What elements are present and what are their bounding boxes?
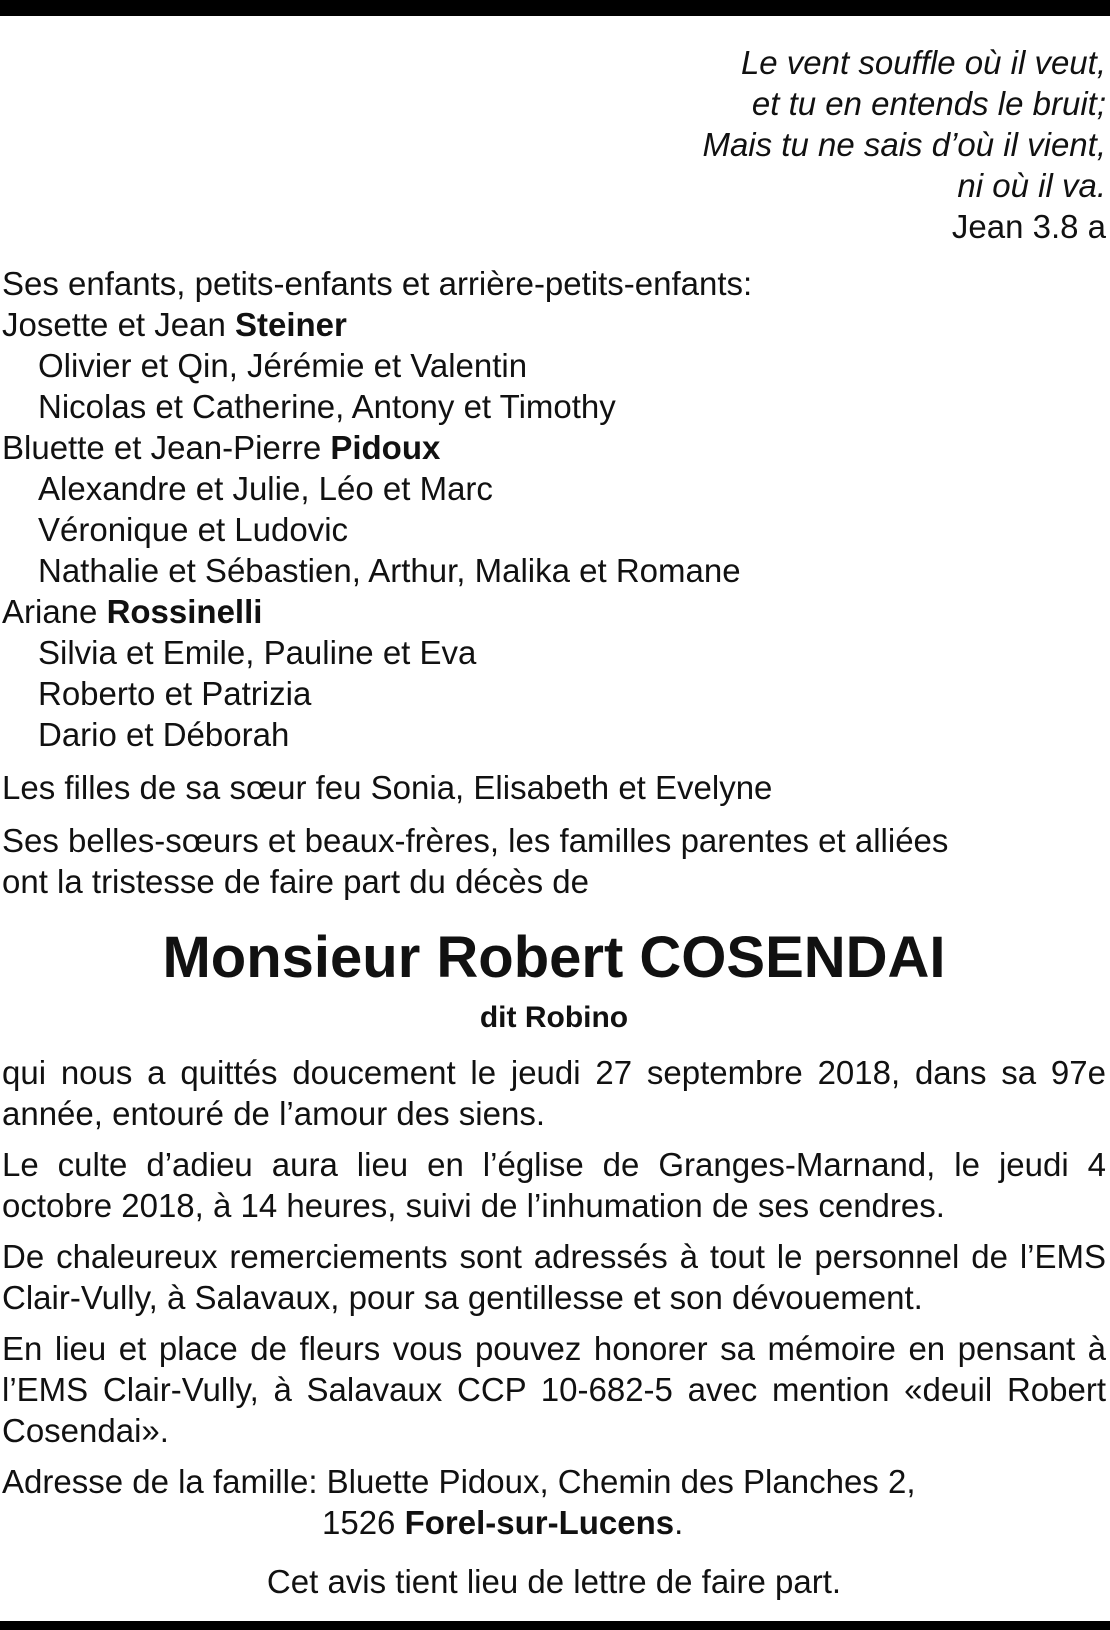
- quote-line: et tu en entends le bruit;: [751, 85, 1106, 122]
- family-member: Olivier et Qin, Jérémie et Valentin: [38, 347, 528, 384]
- inlaws-line: ont la tristesse de faire part du décès de: [2, 863, 590, 900]
- family-head: [2, 591, 1106, 632]
- family-member: Dario et Déborah: [38, 716, 290, 753]
- family-head-prefix: Josette et Jean: [2, 306, 235, 343]
- family-head-prefix: Bluette et Jean-Pierre: [2, 429, 331, 466]
- family-member: Roberto et Patrizia: [38, 675, 312, 712]
- flowers-paragraph: En lieu et place de fleurs vous pouvez honorer sa mémoire en pensant à l’EMS Clair-Vully, à Salavaux CCP 10-682-5 avec mention «deuil Robert Cosendai».: [2, 1330, 1106, 1449]
- nieces-line: Les filles de sa sœur feu Sonia, Elisabeth et Evelyne: [2, 769, 773, 806]
- service-paragraph: Le culte d’adieu aura lieu en l’église de Granges-Marnand, le jeudi 4 octobre 2018, à 14 heures, suivi de l’inhumation de ses cendres.: [2, 1146, 1106, 1224]
- family-member: Alexandre et Julie, Léo et Marc: [38, 470, 493, 507]
- family-surname: Steiner: [234, 306, 347, 343]
- family-head: [2, 304, 1106, 345]
- family-address: [2, 1461, 1106, 1543]
- address-town: Forel-sur-Lucens: [404, 1504, 675, 1541]
- address-period: .: [674, 1504, 684, 1541]
- family-member: Nicolas et Catherine, Antony et Timothy: [38, 388, 616, 425]
- closing-note: Cet avis tient lieu de lettre de faire part.: [266, 1563, 842, 1600]
- address-line: Adresse de la famille: Bluette Pidoux, Chemin des Planches 2,: [2, 1463, 916, 1500]
- family-member: Silvia et Emile, Pauline et Eva: [38, 634, 477, 671]
- quote-reference: Jean 3.8 a: [951, 208, 1106, 245]
- deceased-name: Monsieur Robert COSENDAI: [162, 925, 946, 990]
- inlaws-line: Ses belles-sœurs et beaux-frères, les familles parentes et alliées: [2, 822, 949, 859]
- family-surname: Pidoux: [330, 429, 441, 466]
- quote-line: Mais tu ne sais d’où il vient,: [702, 126, 1106, 163]
- bible-quote: [2, 42, 1106, 247]
- quote-line: ni où il va.: [957, 167, 1106, 204]
- family-list: [2, 263, 1106, 755]
- quote-line: Le vent souffle où il veut,: [740, 44, 1106, 81]
- bottom-border: [0, 1621, 1110, 1630]
- death-paragraph: qui nous a quittés doucement le jeudi 27 septembre 2018, dans sa 97e année, entouré de l’amour des siens.: [2, 1054, 1106, 1132]
- thanks-paragraph: De chaleureux remerciements sont adressés à tout le personnel de l’EMS Clair-Vully, à Salavaux, pour sa gentillesse et son dévouement.: [2, 1238, 1106, 1316]
- inlaws-block: [2, 820, 1106, 902]
- top-border: [0, 0, 1110, 16]
- deceased-nickname: dit Robino: [479, 1001, 629, 1034]
- family-head-prefix: Ariane: [2, 593, 107, 630]
- obituary-notice: [2, 42, 1106, 1602]
- family-member: Nathalie et Sébastien, Arthur, Malika et Romane: [38, 552, 741, 589]
- family-head: [2, 427, 1106, 468]
- family-member: Véronique et Ludovic: [38, 511, 349, 548]
- address-town-line: [2, 1502, 1106, 1543]
- family-surname: Rossinelli: [106, 593, 263, 630]
- family-intro: Ses enfants, petits-enfants et arrière-petits-enfants:: [2, 265, 753, 302]
- address-postcode: 1526: [322, 1504, 405, 1541]
